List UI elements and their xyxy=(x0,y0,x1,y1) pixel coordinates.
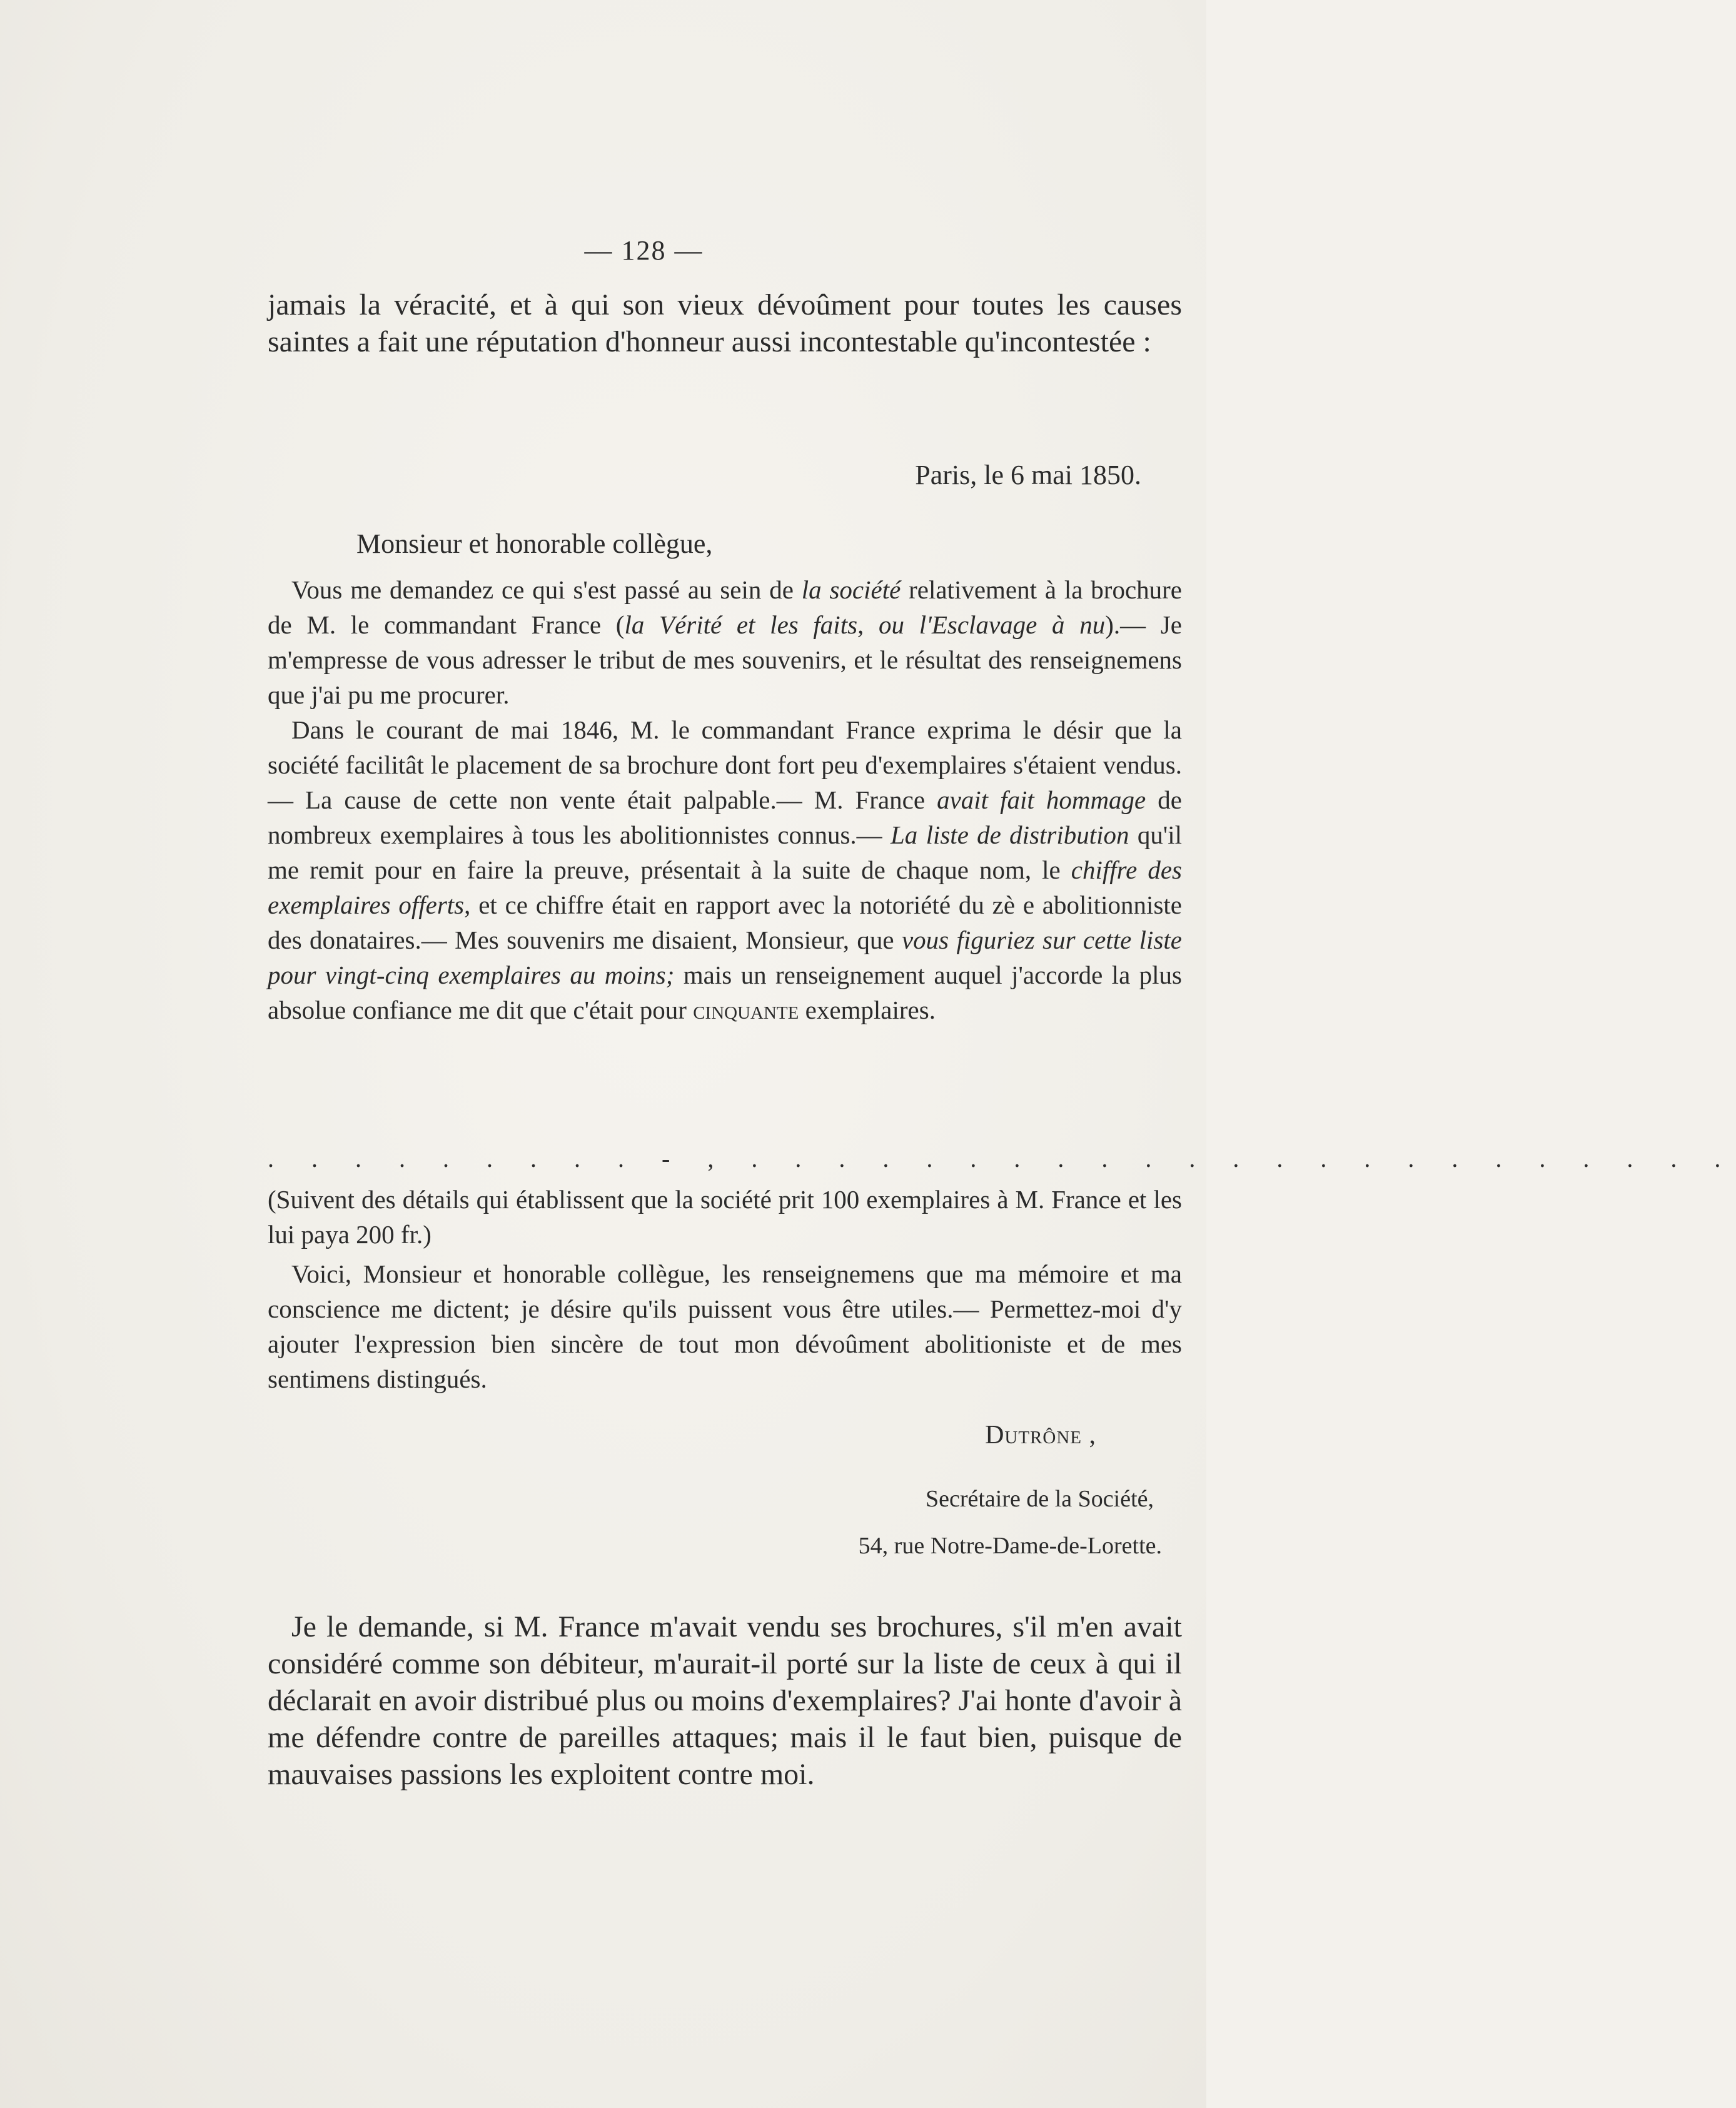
italic-run: la société xyxy=(801,575,901,604)
text-run: ).— Je m'empresse de vous adresser le tribut de mes souvenirs, et le résultat des renseignemens que j'ai pu me procurer. xyxy=(268,610,1182,709)
text-run: de nombreux exemplaires à tous les abolitionnistes connus.— xyxy=(268,785,1182,849)
signature-name: Dutrône , xyxy=(985,1421,1096,1450)
text-run: qu'il me remit pour en faire la preuve, présentait à la suite de chaque nom, le xyxy=(268,820,1183,884)
omission-note xyxy=(268,1182,1182,1252)
italic-run: avait fait hommage xyxy=(937,785,1146,814)
italic-run: la Vérité et les faits, ou l'Esclavage à nu xyxy=(624,610,1106,639)
omission-note-text: (Suivent des détails qui établissent que la société prit 100 exemplaires à M. France et les lui paya 200 fr.) xyxy=(268,1185,1182,1249)
letter-dateline: Paris, le 6 mai 1850. xyxy=(915,460,1141,490)
ellipsis-divider: . . . . . . . . . - , . . . . . . . . . . . . . . . . . . . . . . . xyxy=(268,1144,1736,1173)
italic-run: chiffre des exemplaires offerts xyxy=(268,855,1183,919)
italic-run: vous figuriez sur cette liste pour vingt-cinq exemplaires au moins; xyxy=(268,925,1182,989)
text-run: Dans le courant de mai 1846, M. le commandant France exprima le désir que la société facilitât le placement de sa brochure dont fort peu d'exemplaires s'étaient vendus. — La cause de cette non vente était palpable.— M. France xyxy=(268,715,1182,814)
letter-body xyxy=(268,572,1182,1027)
intro-paragraph xyxy=(268,286,1182,360)
closing-text: Voici, Monsieur et honorable collègue, les renseignemens que ma mémoire et ma conscience me dictent; je désire qu'ils puissent vous être utiles.— Permettez-moi d'y ajouter l'expression bien sincère de tout mon dévoûment abolitioniste et de mes sentimens distingués. xyxy=(268,1259,1182,1393)
letter-closing xyxy=(268,1256,1182,1396)
signature-title: Secrétaire de la Société, xyxy=(925,1486,1154,1512)
intro-text: jamais la véracité, et à qui son vieux dévoûment pour toutes les causes saintes a fait une réputation d'honneur aussi incontestable qu'incontestée : xyxy=(268,288,1182,358)
final-paragraph-text: Je le demande, si M. France m'avait vendu ses brochures, s'il m'en avait considéré comme son débiteur, m'aurait-il porté sur la liste de ceux à qui il déclarait en avoir distribué plus ou moins d'exemplaires? J'ai honte d'avoir à me défendre contre de pareilles attaques; mais il le faut bien, puisque de mauvaises passions les exploitent contre moi. xyxy=(268,1610,1182,1791)
text-run: , et ce chiffre était en rapport avec la notoriété du zè e abolitionniste des donataires.— Mes souvenirs me disaient, Monsieur, que xyxy=(268,890,1182,954)
page-number: — 128 — xyxy=(584,235,704,266)
letter-salutation: Monsieur et honorable collègue, xyxy=(356,528,713,559)
text-run: relativement à la brochure de M. le commandant France ( xyxy=(268,575,1182,639)
italic-run: La liste de distribution xyxy=(890,820,1129,849)
signature-address: 54, rue Notre-Dame-de-Lorette. xyxy=(858,1533,1162,1559)
letter-paragraph-1 xyxy=(268,572,1182,712)
text-run: Vous me demandez ce qui s'est passé au sein de xyxy=(291,575,802,604)
small-caps-run: cinquante xyxy=(693,996,799,1024)
letter-paragraph-2 xyxy=(268,712,1182,1027)
text-run: exemplaires. xyxy=(799,996,936,1024)
final-paragraph xyxy=(268,1608,1182,1793)
text-run: mais un renseignement auquel j'accorde la plus absolue confiance me dit que c'était pour xyxy=(268,961,1182,1024)
